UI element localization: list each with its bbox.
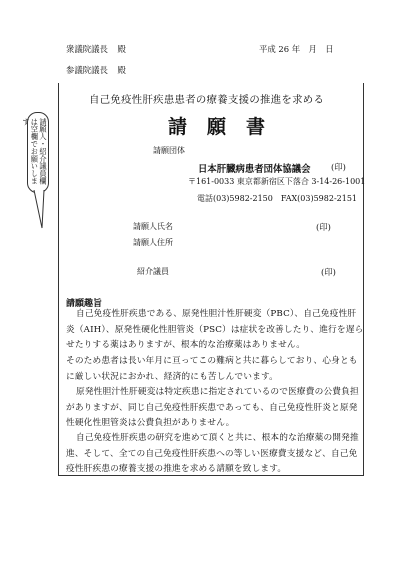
petition-subtitle: 自己免疫性肝疾患患者の療養支援の推進を求める — [89, 94, 325, 106]
purpose-paragraph-3: 原発性胆汁性肝硬変は特定疾患に指定されているので医療費の公費負担がありますが、同じ自己免疫性肝疾患であっても、自己免疫性肝炎と原発性硬化性胆管炎は公費負担がありません。 — [66, 387, 359, 429]
petitioner-organization-name: 日本肝臓病患者団体協議会 — [198, 164, 311, 175]
organization-seal-mark: (印) — [331, 162, 346, 172]
callout-pointer-icon — [32, 190, 48, 230]
addressee-honorific: 殿 — [117, 65, 126, 75]
introducing-member-label: 紹介議員 — [137, 267, 169, 276]
petitioner-name-label: 請願人氏名 — [133, 222, 173, 231]
organization-phone-fax: 電話(03)5982-2150 FAX(03)5982-2151 — [197, 194, 358, 203]
organization-address: 〒161-0033 東京都新宿区下落合 3-14-26-1001 — [188, 177, 366, 186]
addressee-honorific: 殿 — [117, 44, 126, 54]
purpose-paragraph-4: 自己免疫性肝疾患の研究を進めて頂くと共に、根本的な治療薬の開発推進、そして、全ての自己免疫性肝疾患への等しい医療費支援など、自己免疫性肝疾患の療養支援の推進を求める請願を致します。 — [66, 433, 359, 475]
petition-date: 平成 26 年 月 日 — [259, 44, 334, 54]
introducing-member-seal-mark: (印) — [321, 267, 336, 277]
petitioner-group-label: 請願団体 — [153, 146, 185, 155]
instruction-callout-text: 請願人・紹介議員欄は空欄でお願いします — [21, 118, 48, 185]
purpose-paragraph-1: 自己免疫性肝疾患である、原発性胆汁性肝硬変（PBC）、自己免疫性肝炎（AIH）、原発性硬化性胆管炎（PSC）は症状を改善したり、進行を遅らせたりする薬はありますが、根本的な治療薬はありません。 — [66, 309, 364, 351]
petition-purpose-heading: 請願趣旨 — [66, 299, 103, 309]
addressee-label: 衆議院議長 — [66, 44, 108, 54]
purpose-paragraph-2: そのため患者は長い年月に亘ってこの難病と共に暮らしており、心身ともに厳しい状況におかれ、経済的にも苦しんでいます。 — [66, 356, 358, 382]
addressee-house-of-councillors — [66, 64, 126, 76]
addressee-house-of-representatives — [66, 43, 126, 55]
addressee-label: 参議院議長 — [66, 65, 108, 75]
petitioner-address-label: 請願人住所 — [133, 238, 173, 247]
petition-title: 請願書 — [168, 116, 286, 138]
petitioner-name-seal-mark: (印) — [316, 222, 331, 232]
